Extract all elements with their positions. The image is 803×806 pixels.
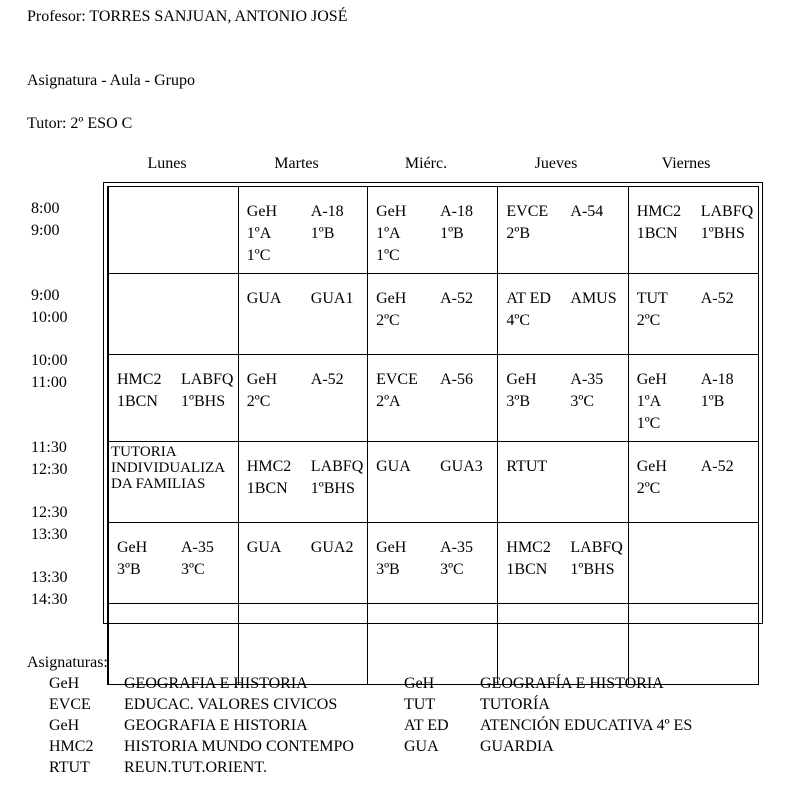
cell-subject: GeH xyxy=(506,371,537,388)
cell-subject: TUT xyxy=(636,290,668,307)
cell-group: 1BCN xyxy=(246,480,288,497)
time-slot-3 xyxy=(31,350,67,394)
day-header-miercoles: Miérc. xyxy=(404,155,448,172)
profesor-heading: Profesor: TORRES SANJUAN, ANTONIO JOSÉ xyxy=(27,8,348,25)
cell-room: A-35 xyxy=(181,539,214,556)
legend-name: TUTORÍA xyxy=(480,696,550,713)
timetable-cell xyxy=(498,187,628,274)
cell-group: 2ºC xyxy=(636,312,661,329)
cell-room: A-52 xyxy=(700,458,734,475)
legend-row xyxy=(404,694,692,715)
timetable-cell xyxy=(238,523,367,604)
timetable-cell xyxy=(628,274,758,355)
legend-name: GEOGRAFIA E HISTORIA xyxy=(124,675,308,692)
day-header-jueves: Jueves xyxy=(534,155,578,172)
cell-group: 1ºA xyxy=(636,393,662,410)
cell-subject: GeH xyxy=(246,203,278,220)
cell-group: 1ºBHS xyxy=(700,225,745,242)
time-slot-5 xyxy=(31,502,67,546)
cell-room: AMUS xyxy=(570,290,617,307)
cell-special-line: DA FAMILIAS xyxy=(111,476,206,492)
timetable-grid xyxy=(107,186,759,685)
cell-group: 1ºC xyxy=(636,415,661,432)
cell-room: A-18 xyxy=(700,371,734,388)
timetable-cell xyxy=(368,274,498,355)
cell-group: 3ºB xyxy=(117,561,141,578)
day-header-lunes: Lunes xyxy=(147,155,187,172)
timetable-cell xyxy=(238,274,367,355)
timetable-cell xyxy=(628,523,758,604)
legend-code: GeH xyxy=(404,675,435,692)
cell-room: A-52 xyxy=(310,371,344,388)
cell-group: 3ºB xyxy=(376,561,400,578)
cell-subject: GeH xyxy=(117,539,148,556)
cell-room: A-35 xyxy=(440,539,473,556)
cell-room: A-54 xyxy=(570,203,604,220)
subtitle: Asignatura - Aula - Grupo xyxy=(27,72,195,89)
timetable-row xyxy=(108,355,759,442)
legend-row xyxy=(404,715,692,736)
legend-name: EDUCAC. VALORES CIVICOS xyxy=(124,696,338,713)
legend-row xyxy=(49,715,354,736)
legend-row xyxy=(49,673,354,694)
timetable-cell xyxy=(238,442,367,523)
day-header-viernes: Viernes xyxy=(661,155,711,172)
legend-row xyxy=(404,673,692,694)
cell-group: 2ºA xyxy=(376,393,401,410)
legend-name: GEOGRAFIA E HISTORIA xyxy=(124,717,308,734)
time-start: 13:30 xyxy=(31,569,68,586)
cell-group: 2ºC xyxy=(246,393,271,410)
day-header-martes: Martes xyxy=(274,155,319,172)
cell-special-line: INDIVIDUALIZA xyxy=(111,460,226,476)
timetable-cell xyxy=(368,442,498,523)
cell-group: 1BCN xyxy=(117,393,158,410)
cell-group: 1ºBHS xyxy=(310,480,355,497)
cell-subject: GeH xyxy=(636,371,667,388)
time-slot-4 xyxy=(31,437,67,481)
time-start: 10:00 xyxy=(31,352,68,369)
time-end: 14:30 xyxy=(31,591,68,608)
cell-subject: EVCE xyxy=(376,371,418,388)
cell-room: A-56 xyxy=(440,371,473,388)
cell-room: LABFQ xyxy=(700,203,754,220)
timetable-cell xyxy=(498,442,628,523)
legend-code: GeH xyxy=(49,717,80,734)
cell-room: LABFQ xyxy=(181,371,234,388)
timetable-cell xyxy=(498,274,628,355)
timetable-cell xyxy=(628,355,758,442)
time-end: 9:00 xyxy=(31,222,60,239)
legend-code: GUA xyxy=(404,738,439,755)
timetable-row xyxy=(108,442,759,523)
legend-code: HMC2 xyxy=(49,738,94,755)
legend-code: GeH xyxy=(49,675,80,692)
cell-subject: RTUT xyxy=(506,458,548,475)
cell-room: A-18 xyxy=(440,203,473,220)
timetable-cell xyxy=(368,355,498,442)
time-start: 9:00 xyxy=(31,287,60,304)
timetable-cell xyxy=(628,187,758,274)
cell-subject: HMC2 xyxy=(117,371,162,388)
legend-right xyxy=(404,673,692,757)
cell-subject: GUA xyxy=(246,539,282,556)
cell-subject: GUA xyxy=(376,458,411,475)
time-end: 11:00 xyxy=(31,374,67,391)
cell-group: 3ºC xyxy=(181,561,205,578)
cell-group: 1ºC xyxy=(246,247,271,264)
tutor-line: Tutor: 2º ESO C xyxy=(27,115,133,132)
legend-code: RTUT xyxy=(49,759,90,776)
timetable-cell xyxy=(108,355,238,442)
legend-name: GEOGRAFÍA E HISTORIA xyxy=(480,675,664,692)
legend-code: EVCE xyxy=(49,696,91,713)
time-end: 10:00 xyxy=(31,309,68,326)
cell-subject: HMC2 xyxy=(246,458,292,475)
legend-row xyxy=(49,736,354,757)
timetable-cell xyxy=(108,187,238,274)
cell-group: 4ºC xyxy=(506,312,531,329)
legend-code: TUT xyxy=(404,696,436,713)
legend-left xyxy=(49,673,354,778)
timetable-cell xyxy=(108,523,238,604)
time-slot-6 xyxy=(31,567,67,611)
cell-subject: HMC2 xyxy=(636,203,682,220)
legend-code: AT ED xyxy=(404,717,449,734)
cell-room: GUA2 xyxy=(310,539,354,556)
timetable-row xyxy=(108,274,759,355)
timetable-cell xyxy=(368,187,498,274)
legend-name: ATENCIÓN EDUCATIVA 4º ES xyxy=(480,717,693,734)
cell-group: 1ºBHS xyxy=(181,393,226,410)
cell-group: 3ºC xyxy=(440,561,464,578)
timetable-cell xyxy=(108,274,238,355)
cell-group: 1BCN xyxy=(636,225,678,242)
time-end: 12:30 xyxy=(31,461,68,478)
timetable-cell xyxy=(498,523,628,604)
time-end: 13:30 xyxy=(31,526,68,543)
cell-subject: AT ED xyxy=(506,290,551,307)
time-slot-1 xyxy=(31,198,59,242)
time-slot-2 xyxy=(31,285,67,329)
time-start: 8:00 xyxy=(31,200,60,217)
legend-name: GUARDIA xyxy=(480,738,554,755)
cell-special-line: TUTORIA xyxy=(111,444,177,460)
timetable-cell xyxy=(238,355,367,442)
legend-name: REUN.TUT.ORIENT. xyxy=(124,759,267,776)
cell-group: 1BCN xyxy=(506,561,548,578)
cell-group: 2ºB xyxy=(506,225,531,242)
legend-row xyxy=(49,757,354,778)
cell-room: A-52 xyxy=(440,290,473,307)
cell-subject: GeH xyxy=(246,371,278,388)
cell-group: 1ºBHS xyxy=(570,561,615,578)
cell-group: 2ºC xyxy=(376,312,400,329)
cell-room: GUA1 xyxy=(310,290,354,307)
time-start: 11:30 xyxy=(31,439,67,456)
legend-row xyxy=(404,736,692,757)
timetable-cell xyxy=(628,442,758,523)
legend-row xyxy=(49,694,354,715)
cell-group: 3ºC xyxy=(570,393,595,410)
cell-group: 1ºB xyxy=(310,225,335,242)
cell-subject: EVCE xyxy=(506,203,549,220)
cell-subject: GeH xyxy=(376,290,407,307)
time-start: 12:30 xyxy=(31,504,68,521)
cell-group: 2ºC xyxy=(636,480,661,497)
timetable-cell xyxy=(238,187,367,274)
cell-group: 1ºA xyxy=(246,225,272,242)
cell-room: GUA3 xyxy=(440,458,483,475)
cell-room: LABFQ xyxy=(310,458,364,475)
timetable-cell xyxy=(368,523,498,604)
timetable-cell xyxy=(108,442,238,523)
legend-title: Asignaturas: xyxy=(27,654,108,671)
timetable-cell xyxy=(498,355,628,442)
cell-group: 1ºB xyxy=(700,393,725,410)
cell-group: 1ºA xyxy=(376,225,401,242)
cell-group: 3ºB xyxy=(506,393,531,410)
cell-group: 1ºB xyxy=(440,225,464,242)
cell-room: LABFQ xyxy=(570,539,623,556)
cell-room: A-18 xyxy=(310,203,344,220)
cell-room: A-35 xyxy=(570,371,604,388)
cell-subject: GeH xyxy=(376,539,407,556)
timetable xyxy=(103,182,763,624)
cell-subject: HMC2 xyxy=(506,539,551,556)
timetable-row xyxy=(108,187,759,274)
timetable-row xyxy=(108,523,759,604)
day-headers xyxy=(105,155,759,175)
legend-name: HISTORIA MUNDO CONTEMPO xyxy=(124,738,354,755)
cell-subject: GUA xyxy=(246,290,282,307)
cell-subject: GeH xyxy=(376,203,407,220)
cell-room: A-52 xyxy=(700,290,734,307)
cell-subject: GeH xyxy=(636,458,667,475)
cell-group: 1ºC xyxy=(376,247,400,264)
